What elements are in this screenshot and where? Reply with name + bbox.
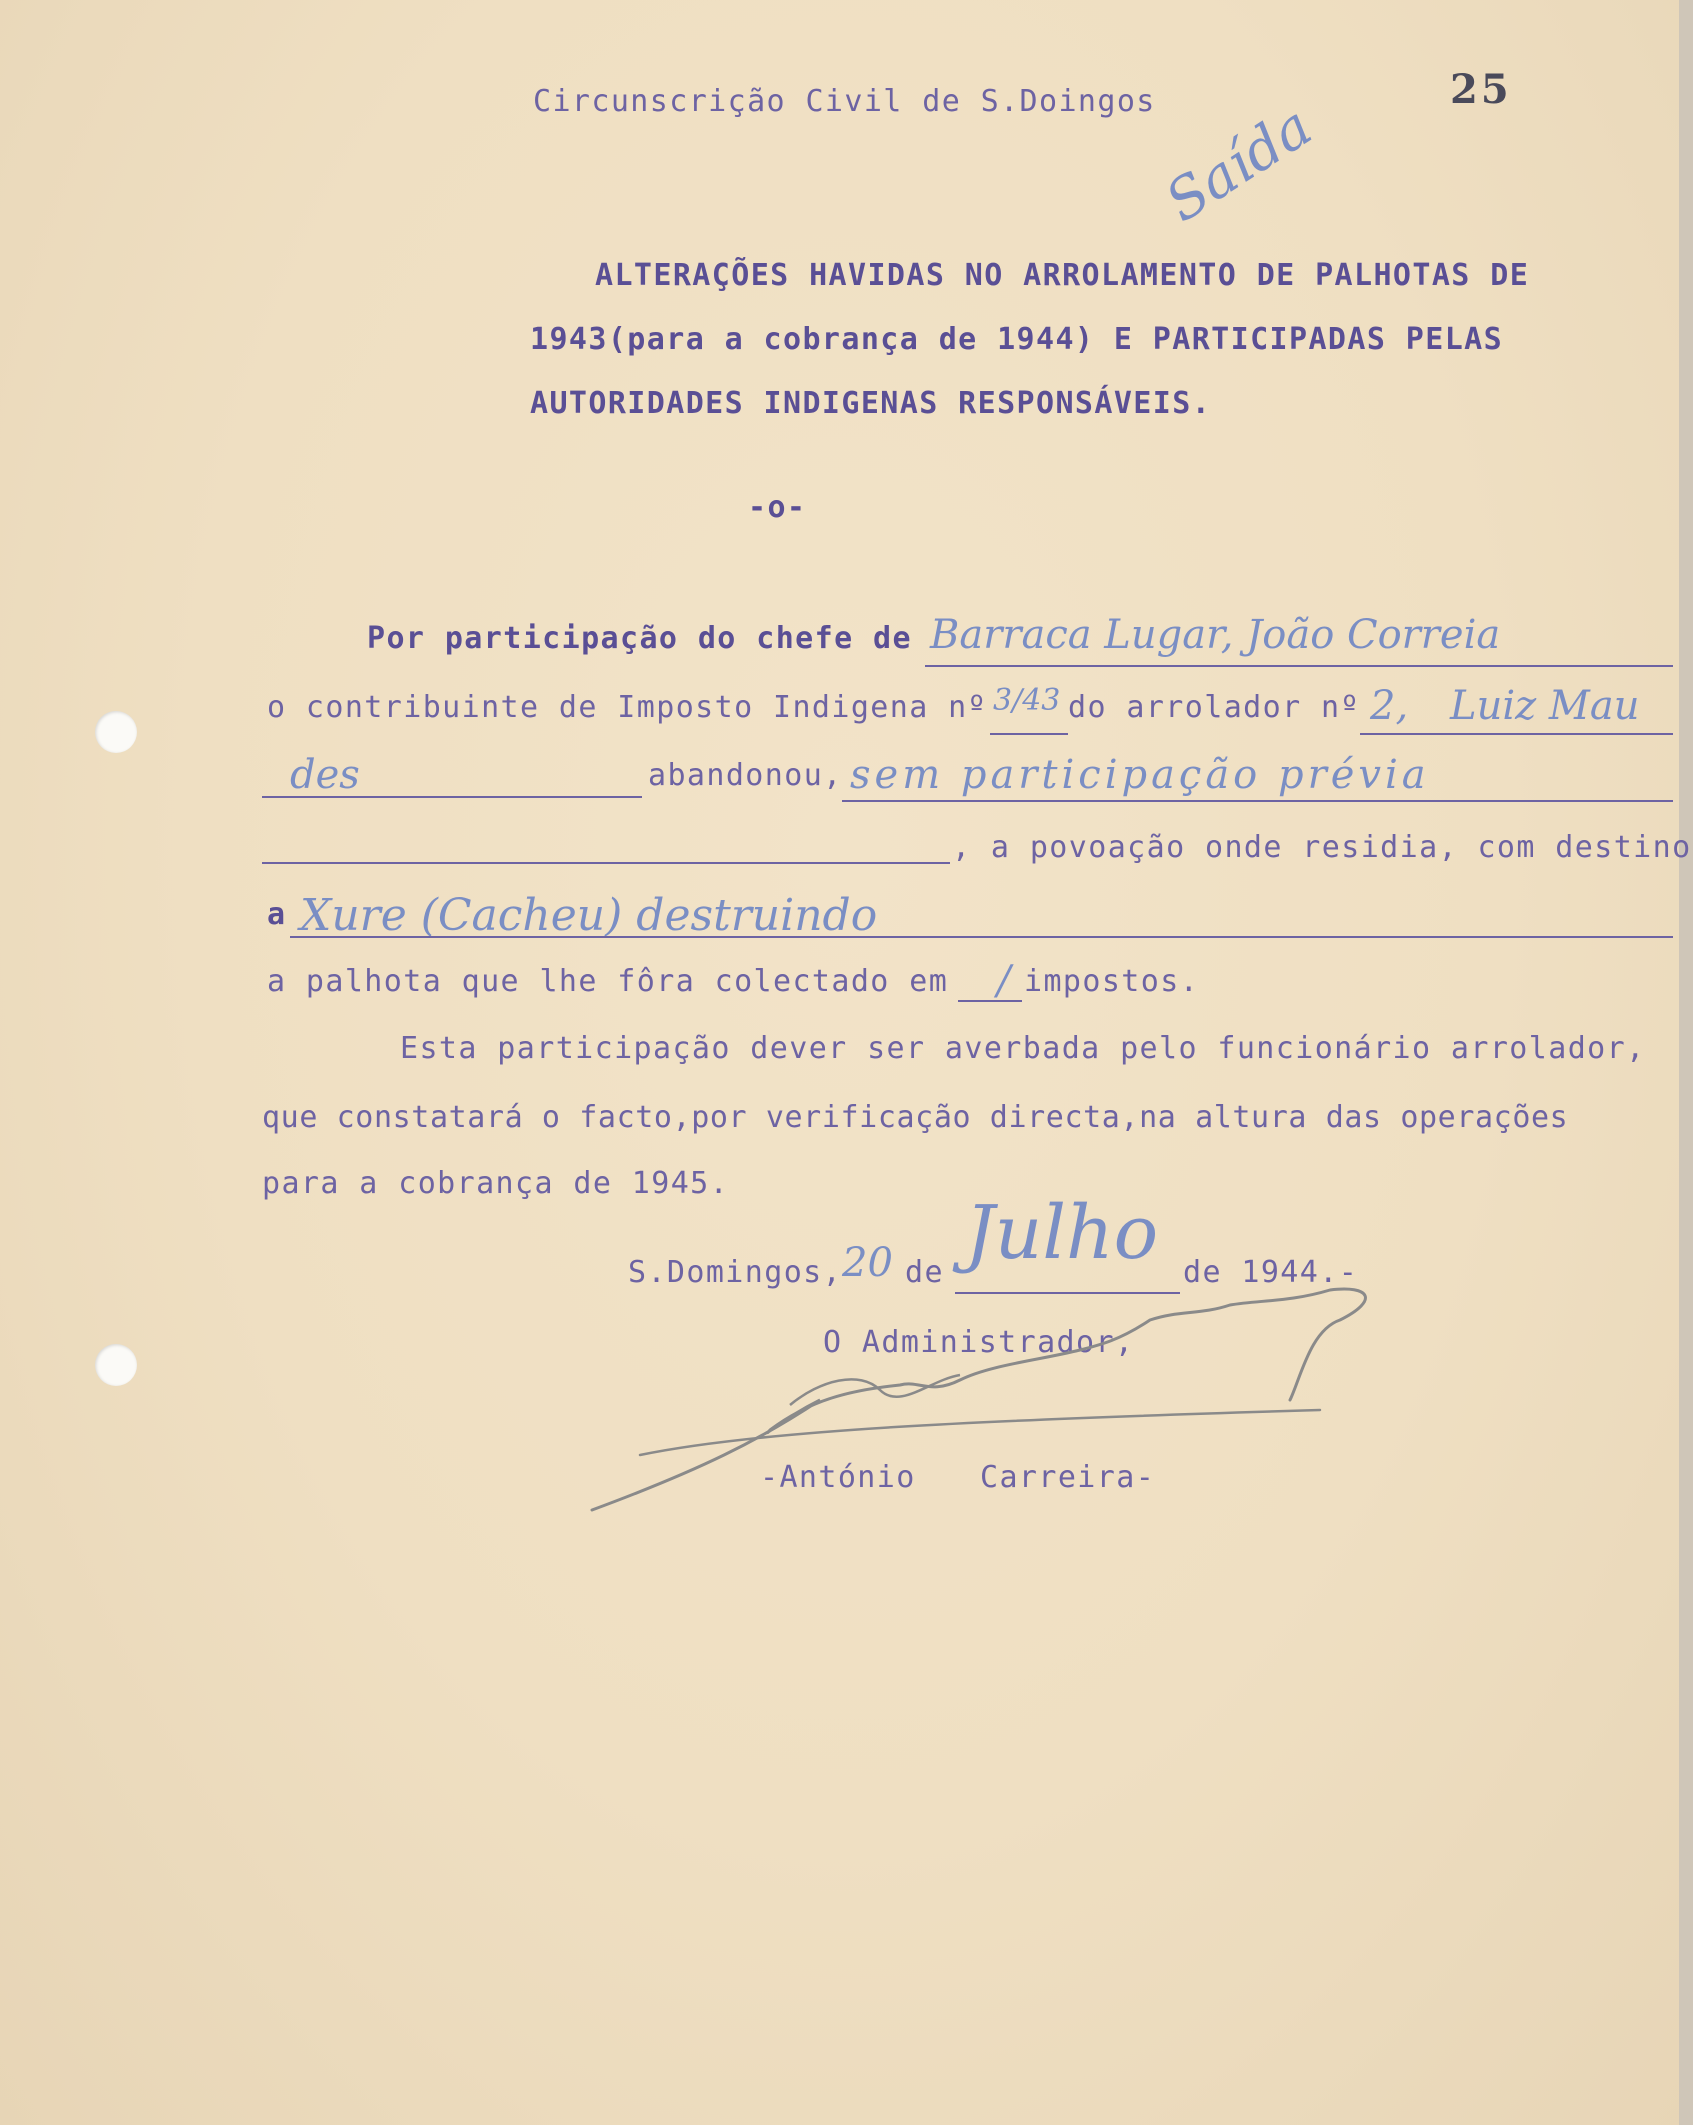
- date-place: S.Domingos,: [628, 1255, 843, 1290]
- form-line-3-verb: abandonou,: [648, 758, 843, 793]
- administrator-title: O Administrador,: [823, 1325, 1135, 1360]
- paragraph-line-2: que constatará o facto,por verificação directa,na altura das operações: [262, 1100, 1569, 1135]
- form-line-2-middle: do arrolador nº: [1068, 690, 1360, 725]
- title-line-3: AUTORIDADES INDIGENAS RESPONSÁVEIS.: [530, 386, 1212, 421]
- saida-annotation: Saída: [1154, 93, 1324, 235]
- assessor-name-part-1: Luiz Mau: [1450, 683, 1640, 729]
- form-line-5-prefix: a: [267, 897, 287, 932]
- destination: Xure (Cacheu) destruindo: [300, 890, 878, 941]
- form-line-2-prefix: o contribuinte de Imposto Indigena nº: [267, 690, 988, 725]
- form-line-1-prefix: Por participação do chefe de: [367, 621, 912, 656]
- assessor-number: 2,: [1370, 683, 1409, 729]
- page-number: 25: [1450, 66, 1512, 113]
- chief-name: Barraca Lugar, João Correia: [930, 612, 1501, 658]
- tax-count: /: [997, 958, 1011, 1004]
- administrator-last-name: Carreira-: [980, 1460, 1156, 1495]
- form-line-6-prefix: a palhota que lhe fôra colectado em: [267, 964, 949, 999]
- taxpayer-number: 3/43: [993, 683, 1061, 718]
- separator: -o-: [748, 490, 807, 525]
- date-month: Julho: [965, 1190, 1159, 1276]
- title-line-1: ALTERAÇÕES HAVIDAS NO ARROLAMENTO DE PALHOTAS DE: [595, 258, 1530, 293]
- form-line-4: , a povoação onde residia, com destino: [952, 830, 1692, 865]
- manner-of-leaving: sem participação prévia: [850, 752, 1430, 798]
- office-header: Circunscrição Civil de S.Doingos: [533, 84, 1156, 119]
- date-year: de 1944.-: [1183, 1255, 1359, 1290]
- paragraph-line-1: Esta participação dever ser averbada pelo funcionário arrolador,: [400, 1031, 1646, 1066]
- form-line-6-suffix: impostos.: [1024, 964, 1200, 999]
- date-de-1: de: [905, 1255, 944, 1290]
- title-line-2: 1943(para a cobrança de 1944) E PARTICIPADAS PELAS: [530, 322, 1504, 357]
- administrator-first-name: -António: [760, 1460, 916, 1495]
- assessor-name-part-2: des: [290, 752, 360, 798]
- date-day: 20: [842, 1240, 893, 1286]
- paragraph-line-3: para a cobrança de 1945.: [262, 1166, 730, 1201]
